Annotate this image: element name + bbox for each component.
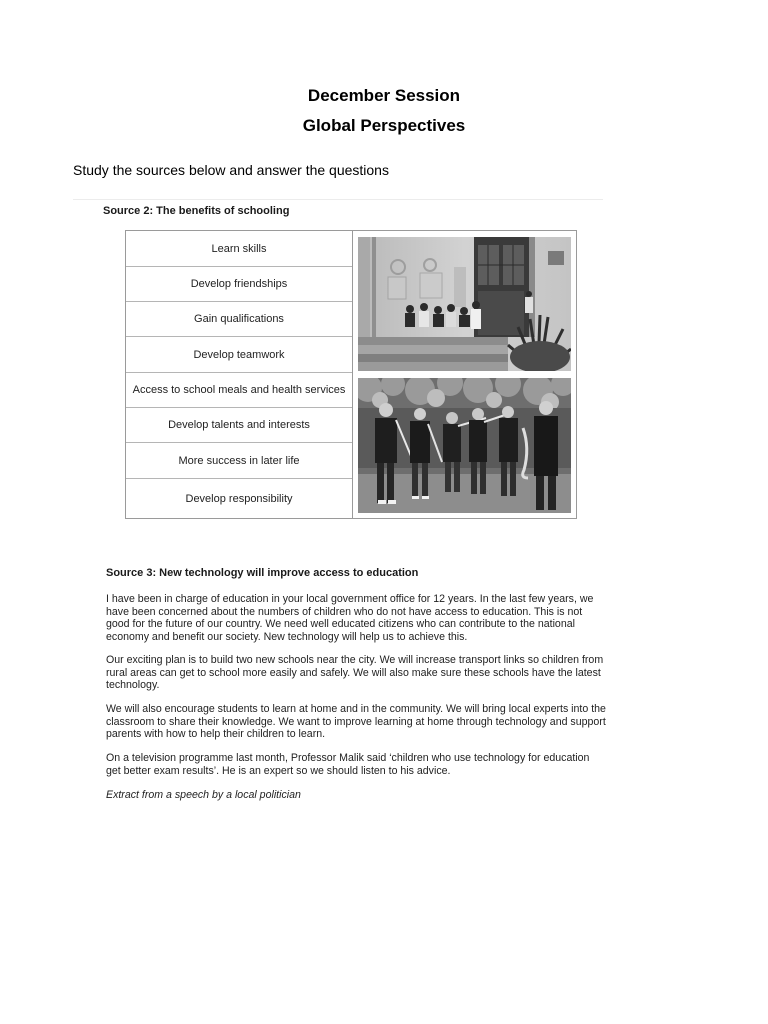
- source-3-paragraph: On a television programme last month, Professor Malik said ‘children who use technology for education get better exam results’. He is an expert so we should listen to his advice.: [106, 752, 590, 777]
- benefit-item: Develop friendships: [126, 267, 352, 302]
- source-3-heading: Source 3: New technology will improve access to education: [106, 567, 419, 579]
- children-outside-school-photo: [358, 237, 571, 371]
- student-band-photo: [358, 378, 571, 513]
- benefit-item: Access to school meals and health services: [126, 373, 352, 408]
- benefit-item: Develop responsibility: [185, 492, 293, 505]
- source-3-paragraph: We will also encourage students to learn at home and in the community. We will bring local experts into the classroom to share their knowledge. We want to improve learning at home through technology and support parents with how to help their children to learn.: [106, 703, 606, 741]
- document-title: December Session: [307, 86, 461, 105]
- benefit-item: Gain qualifications: [126, 302, 352, 337]
- document-subtitle: Global Perspectives: [302, 116, 466, 135]
- source-3-paragraph: I have been in charge of education in your local government office for 12 years. In the last few years, we have been concerned about the numbers of children who do not have access to education. This is not good for the future of our country. We need well educated citizens who can contribute to the national economy and benefit our society. New technology will help us to achieve this.: [106, 593, 594, 643]
- source-3-paragraph: Our exciting plan is to build two new schools near the city. We will increase transport links so children from rural areas can get to school more easily and safely. We will also make sure these schools have the latest technology.: [106, 654, 604, 692]
- source-3-attribution: Extract from a speech by a local politician: [106, 789, 301, 801]
- benefits-table: [125, 230, 577, 519]
- benefit-item: Learn skills: [126, 231, 352, 267]
- benefit-item: Develop talents and interests: [126, 408, 352, 443]
- benefits-list: [126, 231, 353, 518]
- source-2-heading: Source 2: The benefits of schooling: [103, 205, 290, 217]
- benefit-item: More success in later life: [126, 443, 352, 479]
- benefit-item: Develop teamwork: [126, 337, 352, 373]
- instruction-text: Study the sources below and answer the questions: [73, 162, 389, 178]
- scan-divider: [73, 199, 603, 200]
